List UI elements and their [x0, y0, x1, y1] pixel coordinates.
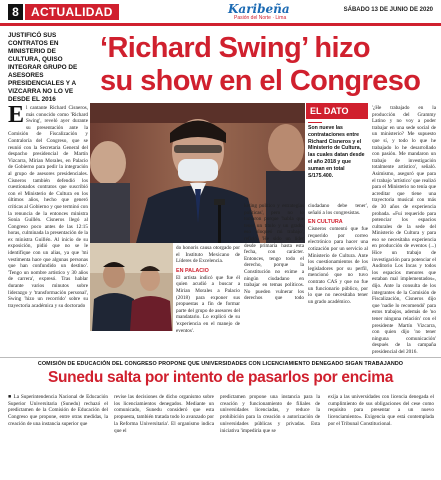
subhead-en-palacio: EN PALACIO: [176, 267, 209, 274]
data-box: [306, 103, 368, 201]
bottom-kicker: COMISIÓN DE EDUCACIÓN DEL CONGRESO PROPONE QUE UNIVERSIDADES CON LICENCIAMIENTO DENEGADO SIGAN TRABAJANDO: [37, 361, 404, 367]
bottom-headline: Sunedu salta por intento de pasarlos por encima: [47, 369, 394, 386]
article-column-1: [8, 105, 88, 355]
section-divider: [0, 357, 441, 358]
headline: [100, 32, 435, 98]
article-column-4: '¿He trabajado en la producción del Grammy Latino y no voy a poder trabajar en una sede social de un ministerio? Me supuesto que sí, y todo lo que he trabajado lo he desarrollado con pasión. Me mandaron un trabajo de investigación totalmente artístico', señaló. Asimismo, aseguró que para el trabajo 'artístico' que realizó para el Ministerio no tenía que acreditar que tiene una trayectoria musical con más de 30 años de experiencia probada. «Fui requerido para potenciar los espacios culturales de la sede del Ministerio de Cultura y para eso se necesitaba experiencia en producción de eventos (...) Hice un trabajo de investigación para potenciar el Auditorio Los Incas y todos los espacios menores que estaban mal implementados», dijo. Ante la consulta de los integrantes de la Comisión de Fiscalización, Cisneros dijo que 'nadie lo recomendó' para estos trabajos, además de 'no tener ninguna relación' con el presidente Martín Vizcarra, con quien dijo 'no tener ninguna comunicación' después de la campaña presidencial del 2016.: [372, 105, 436, 355]
headline-line-1: ‘Richard Swing’ hizo: [100, 32, 370, 64]
page-number: 8: [8, 4, 23, 20]
bottom-column-4: exija a las universidades con licencia denegada el cumplimiento de sus obligaciones del cese como requisito para presentar a un nuevo licenciamiento». Exigencia que está contemplada por el Tribunal Constitucional.: [328, 394, 434, 427]
article-column-3: [244, 203, 368, 355]
header-rule: [0, 23, 441, 26]
bottom-column-2: revise las decisiones de dicho organismo sobre los licenciamientos denegados. Mediante un comunicado, Sunedu consideró que esta propuesta, también tratada todo lo avanzado por la Reforma Universitaria'. El organismo indica que el: [114, 394, 214, 434]
subhead-en-cultura: EN CULTURA: [308, 219, 343, 226]
headline-line-2: su show en el Congreso: [100, 65, 421, 97]
column-3b-text: Cisneros comentó que fue requerido por correo electrónico para hacer una cotización por un servicio al Ministerio de Cultura. Ante los cuestionamientos de los legisladores por su perfil, mencionó que no tuvo contrato CAS y que no fue un funcionario público, por lo que no necesitaba tener un grado académico.: [308, 226, 368, 305]
brand-tagline: Pasión del Norte · Lima: [234, 15, 287, 21]
section-label: ACTUALIDAD: [25, 4, 119, 20]
column-3-text: keting político y estrategias políticas', pero no lo tomaron porque 'habla que tener un título y un grado, eso bloqueó mi trabajo', refirió. 'He sido un líder desde primaria hasta esta fecha, con carácter. Entonces, tengo todo el derecho, porque la Constitución no exime a ningún ciudadano en trabajar en temas políticos. No pueden vulnerar los derechos que todo ciudadano debe tener', señaló a los congresistas.: [244, 203, 368, 302]
article-summary: JUSTIFICÓ SUS CONTRATOS EN MINISTERIO DE CULTURA, QUISO INTEGRAR GRUPO DE ASESORES PRESIDENCIALES Y A VIZCARRA NO LO VE DESDE EL 2016: [8, 32, 78, 103]
two-people-photo: [90, 243, 173, 331]
page-header: [0, 0, 441, 26]
column-2b-text: El artista indicó que fue él quien acudió a buscar a Mirian Morales a Palacio (2018) para exponer sus propuestas a fin de formar parte del grupo de asesores del mandatario. Lo explicó de su 'experiencia en el manejo de eventos'.: [176, 274, 240, 334]
brand-logo: Karibeña: [228, 2, 290, 16]
drop-cap: E: [8, 105, 25, 128]
bottom-column-1: ■ La Superintendencia Nacional de Educación Superior Universitaria (Sunedu) rechazó el predictamen de la Comisión de Educación del Congreso que propone, entre otras medidas, la creación de una instancia superior que: [8, 394, 108, 427]
article-column-2: [176, 245, 240, 355]
column-1-text: l cantante Richard Cisneros, más conocido como 'Richard Swing', reveló ayer durante su presentación ante la Comisión de Fiscalización y Contraloría del Congreso, que se reunió con la Secretaria General del despacho presidencial de Martín Vizcarra, Mirian Morales, en Palacio de Gobierno para pedir la integración al grupo de asesores presidenciales. Cisneros también defendió los cuestionados contratos que suscribió con el Ministerio de Cultura en los últimos años, hecho que generó críticas al Gobierno y que terminó con la renuncia de la entonces ministra Sonia Guillén. Cisneros llegó al Congreso poco antes de las 12:15 horas, culminada la presentación de la ex ministra Guillén. Al inicio de su exposición, pidió que no se le identifique con un alias, ya que 'mi vestimenta hace que algunas personas que han confundido un destino'. 'Tengo un nombre artístico y 30 años de carrera', expresó. Tras hablar durante varios minutos sobre liderazgo y 'transformación personal', Swing 'hizo un recorrido' sobre su trayectoria académica y su doctorado: [8, 105, 88, 309]
secondary-photo: [90, 243, 173, 331]
issue-date: SÁBADO 13 DE JUNIO DE 2020: [343, 7, 433, 13]
data-box-title: EL DATO: [306, 103, 368, 119]
column-2-text: do honoris causa otorgado por el Instituto Mexicano de Líderes de Excelencia.: [176, 245, 240, 265]
bottom-column-3: predictamen propone una instancia para la creación y funcionamiento de filiales de universidades licenciadas, y reduce la prohibición para la creación o autorización de universidades públicas y privadas. Esta iniciativa 'impediría que se: [220, 394, 320, 434]
data-box-text: Son nueve las contrataciones entre Richard Cisneros y el Ministerio de Cultura, las cuales datan desde el año 2018 y que suman en total S/175.400.: [306, 119, 368, 182]
